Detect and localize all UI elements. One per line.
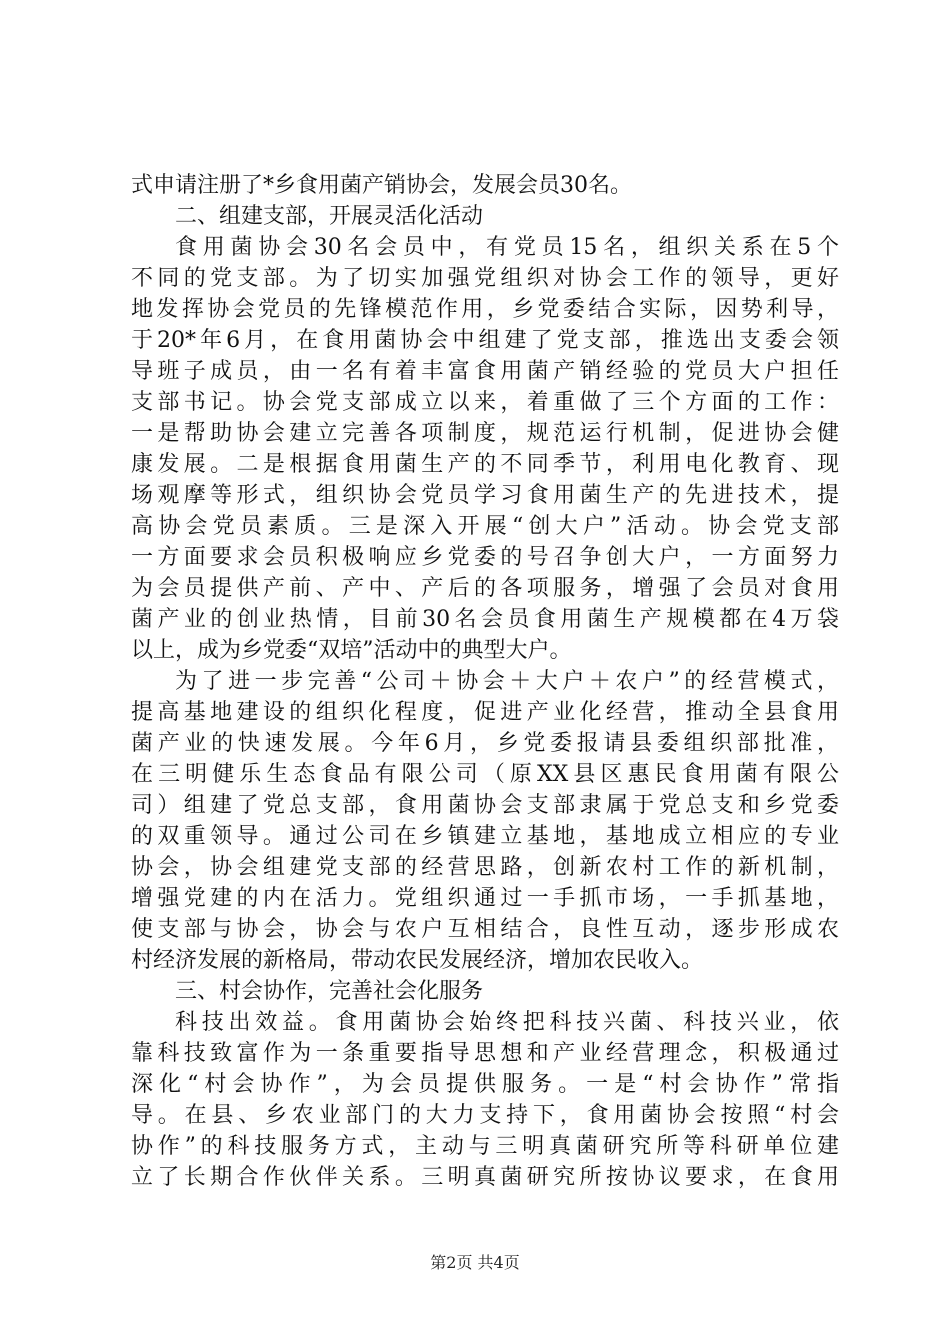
text-line: 菌产业的快速发展。今年6月，乡党委报请县委组织部批准，: [131, 731, 839, 756]
page-footer: 第2页 共4页: [430, 1253, 520, 1272]
document-body: [131, 170, 839, 1193]
text-line: 为了进一步完善“公司＋协会＋大户＋农户”的经营模式，: [175, 669, 839, 694]
text-line: 导班子成员，由一名有着丰富食用菌产销经验的党员大户担任: [131, 359, 839, 384]
text-line: 增强党建的内在活力。党组织通过一手抓市场，一手抓基地，: [131, 886, 839, 911]
section-heading: 二、组建支部，开展灵活化活动: [175, 204, 484, 229]
text-line: 菌产业的创业热情，目前30名会员食用菌生产规模都在4万袋: [131, 607, 839, 632]
text-line: 康发展。二是根据食用菌生产的不同季节，利用电化教育、现: [131, 452, 839, 477]
text-line: 深化“村会协作”，为会员提供服务。一是“村会协作”常指: [131, 1072, 839, 1097]
text-line: 高协会党员素质。三是深入开展“创大户”活动。协会党支部: [131, 514, 839, 539]
text-line: 一方面要求会员积极响应乡党委的号召争创大户，一方面努力: [131, 545, 839, 570]
text-line: 于20*年6月，在食用菌协会中组建了党支部，推选出支委会领: [131, 328, 839, 353]
text-line: 科技出效益。食用菌协会始终把科技兴菌、科技兴业，依: [175, 1010, 839, 1035]
text-line: 立了长期合作伙伴关系。三明真菌研究所按协议要求，在食用: [131, 1165, 839, 1190]
text-line: 支部书记。协会党支部成立以来，着重做了三个方面的工作：: [131, 390, 839, 415]
text-line: 食用菌协会30名会员中，有党员15名，组织关系在5个: [175, 235, 839, 260]
text-line: 导。在县、乡农业部门的大力支持下，食用菌协会按照“村会: [131, 1103, 839, 1128]
text-line: 以上，成为乡党委“双培”活动中的典型大户。: [131, 638, 572, 663]
text-line: 为会员提供产前、产中、产后的各项服务，增强了会员对食用: [131, 576, 839, 601]
text-line: 村经济发展的新格局，带动农民发展经济，增加农民收入。: [131, 948, 704, 973]
text-line: 靠科技致富作为一条重要指导思想和产业经营理念，积极通过: [131, 1041, 839, 1066]
text-line: 场观摩等形式，组织协会党员学习食用菌生产的先进技术，提: [131, 483, 839, 508]
text-line: 协会，协会组建党支部的经营思路，创新农村工作的新机制，: [131, 855, 839, 880]
text-line: 协作”的科技服务方式，主动与三明真菌研究所等科研单位建: [131, 1134, 839, 1159]
text-line: 使支部与协会，协会与农户互相结合，良性互动，逐步形成农: [131, 917, 839, 942]
text-line: 司）组建了党总支部，食用菌协会支部隶属于党总支和乡党委: [131, 793, 839, 818]
text-line: 一是帮助协会建立完善各项制度，规范运行机制，促进协会健: [131, 421, 839, 446]
text-line: 不同的党支部。为了切实加强党组织对协会工作的领导，更好: [131, 266, 839, 291]
section-heading: 三、村会协作，完善社会化服务: [175, 979, 484, 1004]
text-line: 式申请注册了*乡食用菌产销协会，发展会员30名。: [131, 173, 632, 198]
text-line: 在三明健乐生态食品有限公司（原XX县区惠民食用菌有限公: [131, 762, 839, 787]
text-line: 的双重领导。通过公司在乡镇建立基地，基地成立相应的专业: [131, 824, 839, 849]
text-line: 提高基地建设的组织化程度，促进产业化经营，推动全县食用: [131, 700, 839, 725]
text-line: 地发挥协会党员的先锋模范作用，乡党委结合实际，因势利导，: [131, 297, 839, 322]
